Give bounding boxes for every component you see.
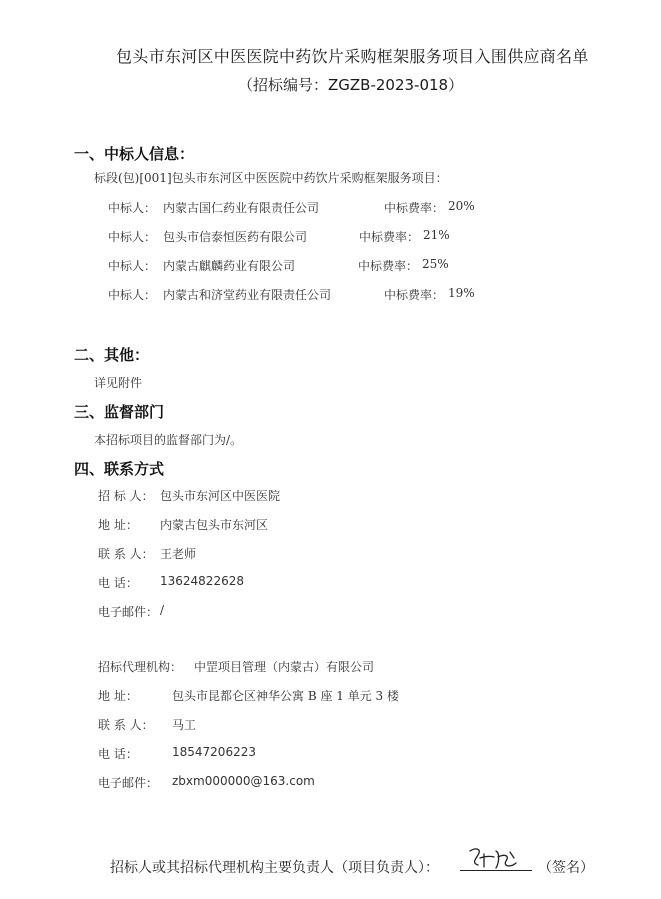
other-text: 详见附件	[94, 376, 143, 390]
phone-value: 13624822628	[160, 574, 244, 588]
address-label: 地 址：	[98, 518, 138, 532]
section-winner-heading: 一、中标人信息：	[74, 145, 195, 163]
winner-rate-label: 中标费率：	[384, 288, 445, 302]
contact-value: 王老师	[160, 547, 197, 561]
winner-label: 中标人：	[108, 201, 157, 215]
winner-rate: 21%	[423, 228, 450, 242]
page-title: 包头市东河区中医医院中药饮片采购框架服务项目入围供应商名单	[116, 47, 589, 66]
lot-intro: 标段(包)[001]包头市东河区中医医院中药饮片采购框架服务项目：	[94, 171, 448, 185]
winner-name: 内蒙古国仁药业有限责任公司	[163, 201, 320, 215]
tender-code: （招标编号：ZGZB-2023-018）	[238, 76, 464, 94]
winner-rate: 19%	[448, 286, 475, 300]
winner-label: 中标人：	[108, 259, 157, 273]
agency-phone-value: 18547206223	[172, 745, 256, 759]
handwritten-signature	[466, 845, 528, 873]
section-supervision-heading: 三、监督部门	[74, 403, 165, 421]
winner-name: 包头市信泰恒医药有限公司	[163, 230, 308, 244]
winner-rate: 25%	[422, 257, 449, 271]
winner-name: 内蒙古和济堂药业有限责任公司	[163, 288, 332, 302]
agency-email-value: zbxm000000@163.com	[172, 774, 315, 788]
tenderer-label: 招 标 人：	[98, 489, 154, 503]
winner-rate-label: 中标费率：	[358, 259, 419, 273]
winner-rate-label: 中标费率：	[384, 201, 445, 215]
signature-label: 招标人或其招标代理机构主要负责人（项目负责人）：	[110, 860, 439, 876]
section-contact-heading: 四、联系方式	[74, 460, 165, 478]
agency-address-value: 包头市昆都仑区神华公寓 B 座 1 单元 3 楼	[172, 689, 399, 703]
agency-label: 招标代理机构：	[98, 660, 183, 674]
tenderer-value: 包头市东河区中医医院	[160, 489, 281, 503]
winner-name: 内蒙古麒麟药业有限公司	[163, 259, 296, 273]
email-label: 电子邮件：	[98, 605, 159, 619]
agency-contact-value: 马工	[172, 718, 197, 732]
address-value: 内蒙古包头市东河区	[160, 518, 269, 532]
email-value: /	[160, 603, 165, 617]
winner-rate: 20%	[448, 199, 475, 213]
agency-value: 中罡项目管理（内蒙古）有限公司	[194, 660, 375, 674]
supervision-text: 本招标项目的监督部门为/。	[94, 433, 243, 447]
agency-phone-label: 电 话：	[98, 747, 138, 761]
phone-label: 电 话：	[98, 576, 138, 590]
winner-label: 中标人：	[108, 230, 157, 244]
agency-contact-label: 联 系 人：	[98, 718, 154, 732]
agency-email-label: 电子邮件：	[98, 776, 159, 790]
contact-label: 联 系 人：	[98, 547, 154, 561]
signature-suffix: （签名）	[538, 860, 594, 876]
agency-address-label: 地 址：	[98, 689, 138, 703]
section-other-heading: 二、其他：	[74, 346, 150, 364]
winner-label: 中标人：	[108, 288, 157, 302]
winner-rate-label: 中标费率：	[359, 230, 420, 244]
